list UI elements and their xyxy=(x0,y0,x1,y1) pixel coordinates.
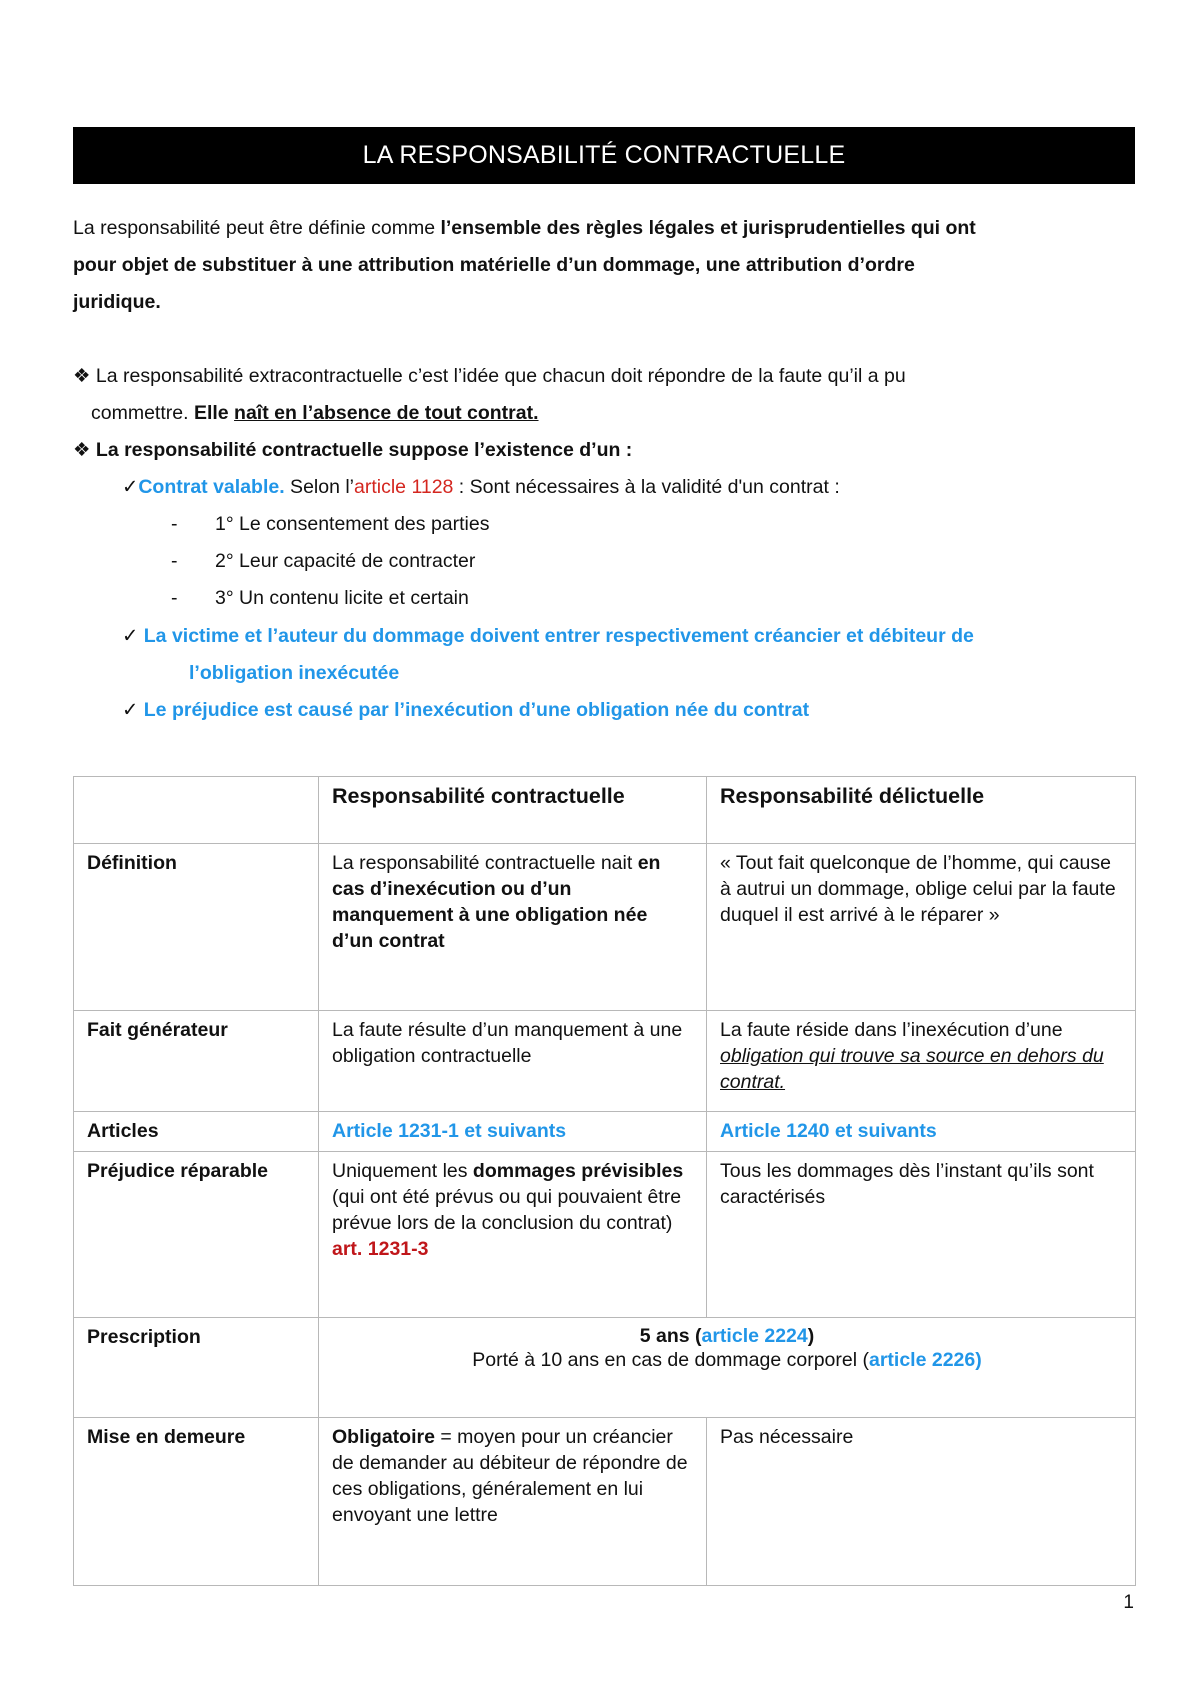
checkmark-icon: ✓ xyxy=(122,476,139,498)
intro-bold-2: pour objet de substituer à une attribution matérielle d’un dommage, une attribution d’ordre xyxy=(73,254,915,276)
bullet-contract-text: La responsabilité contractuelle suppose l’existence d’un : xyxy=(95,439,633,461)
prescription-close: ) xyxy=(807,1325,815,1347)
row-label-articles: Articles xyxy=(74,1112,319,1152)
condition-1-label: Contrat valable. xyxy=(138,476,285,498)
article-2226-ref: article 2226) xyxy=(868,1349,982,1371)
table-row-prejudice xyxy=(74,1152,1136,1318)
diamond-bullet-icon: ❖ xyxy=(73,439,91,461)
condition-2-text-1: La victime et l’auteur du dommage doivent entrer respectivement créancier et débiteur de xyxy=(143,625,974,647)
prescription-plain: Porté à 10 ans en cas de dommage corporel ( xyxy=(472,1349,869,1371)
definition-contract-bold: en cas d’inexécution ou d’un manquement à une obligation née d’un contrat xyxy=(332,852,661,952)
condition-3-text: Le préjudice est causé par l’inexécution d’une obligation née du contrat xyxy=(143,699,810,721)
intro-bold-3: juridique. xyxy=(73,291,161,313)
document-title-bar xyxy=(73,127,1135,184)
article-2224-ref: article 2224 xyxy=(701,1325,808,1347)
dash-item-text: 1° Le consentement des parties xyxy=(215,513,490,535)
dash-icon: - xyxy=(171,513,178,535)
row-label-prejudice: Préjudice réparable xyxy=(74,1152,319,1318)
page-number: 1 xyxy=(1123,1592,1134,1613)
header-contractual: Responsabilité contractuelle xyxy=(319,777,707,844)
dash-item xyxy=(171,512,490,536)
condition-1-text-b: : Sont nécessaires à la validité d'un contrat : xyxy=(453,476,840,498)
dash-item xyxy=(171,586,469,610)
diamond-bullet-icon: ❖ xyxy=(73,365,91,387)
intro-line-3 xyxy=(73,290,161,314)
dash-item-text: 2° Leur capacité de contracter xyxy=(215,550,476,572)
condition-valid-contract xyxy=(122,475,840,499)
definition-delictual: « Tout fait quelconque de l’homme, qui cause à autrui un dommage, oblige celui par la faute duquel il est arrivé à le réparer » xyxy=(707,844,1136,1011)
dash-item xyxy=(171,549,476,573)
table-row-fait xyxy=(74,1011,1136,1112)
mise-contractual xyxy=(319,1418,707,1586)
prejudice-delictual: Tous les dommages dès l’instant qu’ils sont caractérisés xyxy=(707,1152,1136,1318)
document-title: LA RESPONSABILITÉ CONTRACTUELLE xyxy=(362,141,846,169)
checkmark-icon: ✓ xyxy=(122,699,139,721)
intro-line-1 xyxy=(73,216,976,240)
intro-plain: La responsabilité peut être définie comme xyxy=(73,217,441,239)
prescription-merged xyxy=(319,1318,1136,1418)
article-1128-ref: article 1128 xyxy=(354,476,454,498)
prejudice-contractual xyxy=(319,1152,707,1318)
prejudice-contract-b: (qui ont été prévus ou qui pouvaient être prévue lors de la conclusion du contrat) xyxy=(332,1186,682,1234)
header-empty xyxy=(74,777,319,844)
condition-victim-author xyxy=(122,624,974,648)
comparison-table xyxy=(73,776,1136,1586)
intro-bold-1: l’ensemble des règles légales et jurisprudentielles qui ont xyxy=(440,217,976,239)
row-label-definition: Définition xyxy=(74,844,319,1011)
table-row-definition xyxy=(74,844,1136,1011)
article-1231-3-ref: art. 1231-3 xyxy=(332,1238,429,1260)
mise-delictual: Pas nécessaire xyxy=(707,1418,1136,1586)
fait-delict-underline: obligation qui trouve sa source en dehors du contrat. xyxy=(720,1045,1104,1093)
condition-1-text-a: Selon l’ xyxy=(284,476,355,498)
prejudice-contract-bold: dommages prévisibles xyxy=(472,1160,684,1182)
checkmark-icon: ✓ xyxy=(122,625,139,647)
row-label-fait: Fait générateur xyxy=(74,1011,319,1112)
condition-prejudice xyxy=(122,698,809,722)
row-label-prescription: Prescription xyxy=(74,1318,319,1418)
fait-delictual xyxy=(707,1011,1136,1112)
mise-contract-bold: Obligatoire xyxy=(332,1426,435,1448)
bullet-extra-bold: Elle xyxy=(193,402,235,424)
bullet-contractual xyxy=(73,438,632,462)
table-row-mise xyxy=(74,1418,1136,1586)
bullet-extracontractual-cont xyxy=(91,401,539,425)
condition-victim-author-cont xyxy=(189,661,399,685)
bullet-extra-text-2: commettre. xyxy=(91,402,194,424)
bullet-extra-text-1: La responsabilité extracontractuelle c’est l’idée que chacun doit répondre de la faute qu’il a pu xyxy=(95,365,906,387)
definition-contract-plain: La responsabilité contractuelle nait xyxy=(332,852,638,874)
mise-contract-plain: = moyen pour un créancier de demander au débiteur de répondre de ces obligations, généralement en lui envoyant une lettre xyxy=(332,1426,688,1526)
prescription-5-ans: 5 ans ( xyxy=(639,1325,702,1347)
bullet-extracontractual xyxy=(73,364,906,388)
dash-item-text: 3° Un contenu licite et certain xyxy=(215,587,469,609)
row-label-mise: Mise en demeure xyxy=(74,1418,319,1586)
articles-delictual: Article 1240 et suivants xyxy=(707,1112,1136,1152)
prejudice-contract-a: Uniquement les xyxy=(332,1160,473,1182)
prescription-line-2 xyxy=(332,1348,1122,1372)
table-header-row xyxy=(74,777,1136,844)
definition-contractual xyxy=(319,844,707,1011)
table-row-prescription xyxy=(74,1318,1136,1418)
dash-icon: - xyxy=(171,587,178,609)
header-delictual: Responsabilité délictuelle xyxy=(707,777,1136,844)
articles-contractual: Article 1231-1 et suivants xyxy=(319,1112,707,1152)
dash-icon: - xyxy=(171,550,178,572)
fait-delict-plain: La faute réside dans l’inexécution d’une xyxy=(720,1019,1063,1041)
condition-2-text-2: l’obligation inexécutée xyxy=(189,662,400,684)
prescription-line-1 xyxy=(332,1324,1122,1348)
fait-contractual: La faute résulte d’un manquement à une obligation contractuelle xyxy=(319,1011,707,1112)
bullet-extra-underline: naît en l’absence de tout contrat. xyxy=(234,402,539,424)
intro-line-2 xyxy=(73,253,915,277)
table-row-articles xyxy=(74,1112,1136,1152)
